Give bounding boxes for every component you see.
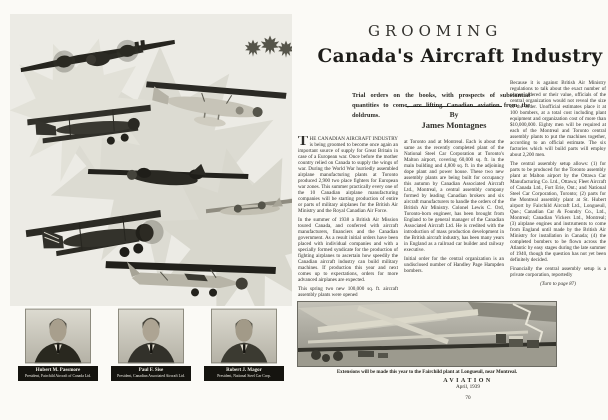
drop-cap: T [298,136,309,149]
portrait-photo [211,308,277,364]
text-column-2 [404,106,504,302]
article-deck: Trial orders on the books, with prospects of substantial quantities to come, are lifting Canadian aviation from the doldrums. [352,92,530,120]
executive-portraits-row [10,308,292,381]
page-footer [368,378,568,401]
page-number: 70 [465,395,471,401]
portrait-title: President, Canadian Associated Aircraft Ltd. [117,374,185,378]
portrait-nameplate [18,366,98,381]
byline-by: By [449,110,459,119]
aerial-photo [298,302,556,366]
portrait-name: Robert J. Magor [226,368,262,373]
portrait-title: President, National Steel Car Corp. [217,374,271,378]
issue-date: April, 1939 [456,384,480,390]
text-column-1 [298,136,398,300]
portrait-title: President, Fairchild Aircraft of Canada Ltd. [24,374,92,378]
byline-author: James Montagnes [421,119,487,130]
portrait-name: Hubert M. Passmore [35,368,81,373]
photo-caption: Extensions will be made this year to the Fairchild plant at Longueuil, near Montreal. [336,370,518,375]
magazine-name: AVIATION [443,378,493,384]
aircraft-collage-image [10,14,292,306]
portrait-sise [111,308,191,381]
paragraph: at Toronto and at Montreal. Each is about the same as the recently completed plant of the National Steel Car Corporation at Toronto's Malton airport, covering 60,000 sq. ft. in the main building and 4,800 sq. ft. in the adjoining dope plant and power house. These two new assembly plants are being built for occupancy this autumn by Canadian Associated Aircraft Ltd., Montreal, a central assembly company formed by leading Canadian brokers and six aircraft manufacturers to handle the orders of the British Air Ministry. Colonel Lewis C. Ord, Toronto-born engineer, has been brought from England to be general manager of the Canadian Associated Aircraft Ltd. He is credited with the introduction of mass production development in the British aircraft industry, has been many years in England as a railroad car builder and railway executive. [404,138,504,253]
byline-box [406,106,502,135]
portrait-name: Paul F. Sise [138,368,164,373]
aircraft-collage-panel [10,14,292,406]
paragraph-text: HE CANADIAN AIRCRAFT INDUSTRY is being groomed to become once again an important source of supply for Great Britain in case of a European war. Once before the mother country relied on Canada to supply the wings of war. During the World War hurriedly assembled airplane manufacturing plants at Toronto produced 2,900 two place fighters for European war zones. This summer practically every one of the 10 Canadian airplane manufacturing companies will be starting production of entire or parts of military airplanes for the British Air Ministry and the Royal Canadian Air Force. [298,136,398,214]
paragraph: Financially the central assembly setup is a private corporation, reportedly [510,266,606,278]
paragraph [298,136,398,214]
paragraph: In the summer of 1938 a British Air Mission toured Canada, and conferred with aircraft manufacturers, financiers and the Canadian government. As a result initial orders have been placed with individual companies and with a specially formed syndicate for the production of fighting airplanes to ascertain how speedily the Canadian aircraft industry can build military machines. If production this year and next comes up to expectations, orders for more advanced airplanes are expected. [298,217,398,283]
portrait-nameplate [204,366,284,381]
paragraph: Because it is against British Air Ministry regulations to talk about the exact number of planes ordered or their value, officials of the central organization would not reveal the size of the order. Unofficial estimates place it at 100 bombers, at a total cost including plant equipment and organization cost of more than $10,000,000. Eighty men will be required at each of the Montreal and Toronto central assembly plants to put the machines together, according to an official estimate. The six factories which will build parts will employ about 2,200 men. [510,80,606,158]
article-panel [296,0,608,420]
portrait-photo [25,308,91,364]
kicker: GROOMING [368,22,503,40]
portrait-photo [118,308,184,364]
article-title: Canada's Aircraft Industry [317,46,603,67]
portrait-passmore [18,308,98,381]
portrait-nameplate [111,366,191,381]
text-column-3 [510,80,606,304]
paragraph: The central assembly setup allows: (1) for parts to be produced for the Toronto assembly plant at Malton airport by the Ottawa Car Manufacturing Co. Ltd., Ottawa; Fleet Aircraft of Canada Ltd., Fort Erie, Ont.; and National Steel Car Corporation, Toronto; (2) parts for the Montreal assembly plant at St. Hubert airport by Fairchild Aircraft Ltd., Longueuil, Que.; Canadian Car & Foundry Co., Ltd., Montreal; Canadian Vickers Ltd., Montreal; (3) airplane engines and instruments to come from England until made by the British Air Ministry for installation in Canada; (4) the completed bombers to be flown across the Atlantic by easy stages during the late summer of 1940, though the question has not yet been definitely decided. [510,161,606,263]
paragraph: This spring two new 100,000 sq. ft. aircraft assembly plants were opened [298,286,398,298]
paragraph: Initial order for the central organization is an undisclosed number of Handley Page Hampden bombers. [404,255,504,274]
aerial-photo-figure [298,302,556,375]
turn-to-page-note: (Turn to page 87) [540,281,576,287]
portrait-magor [204,308,284,381]
